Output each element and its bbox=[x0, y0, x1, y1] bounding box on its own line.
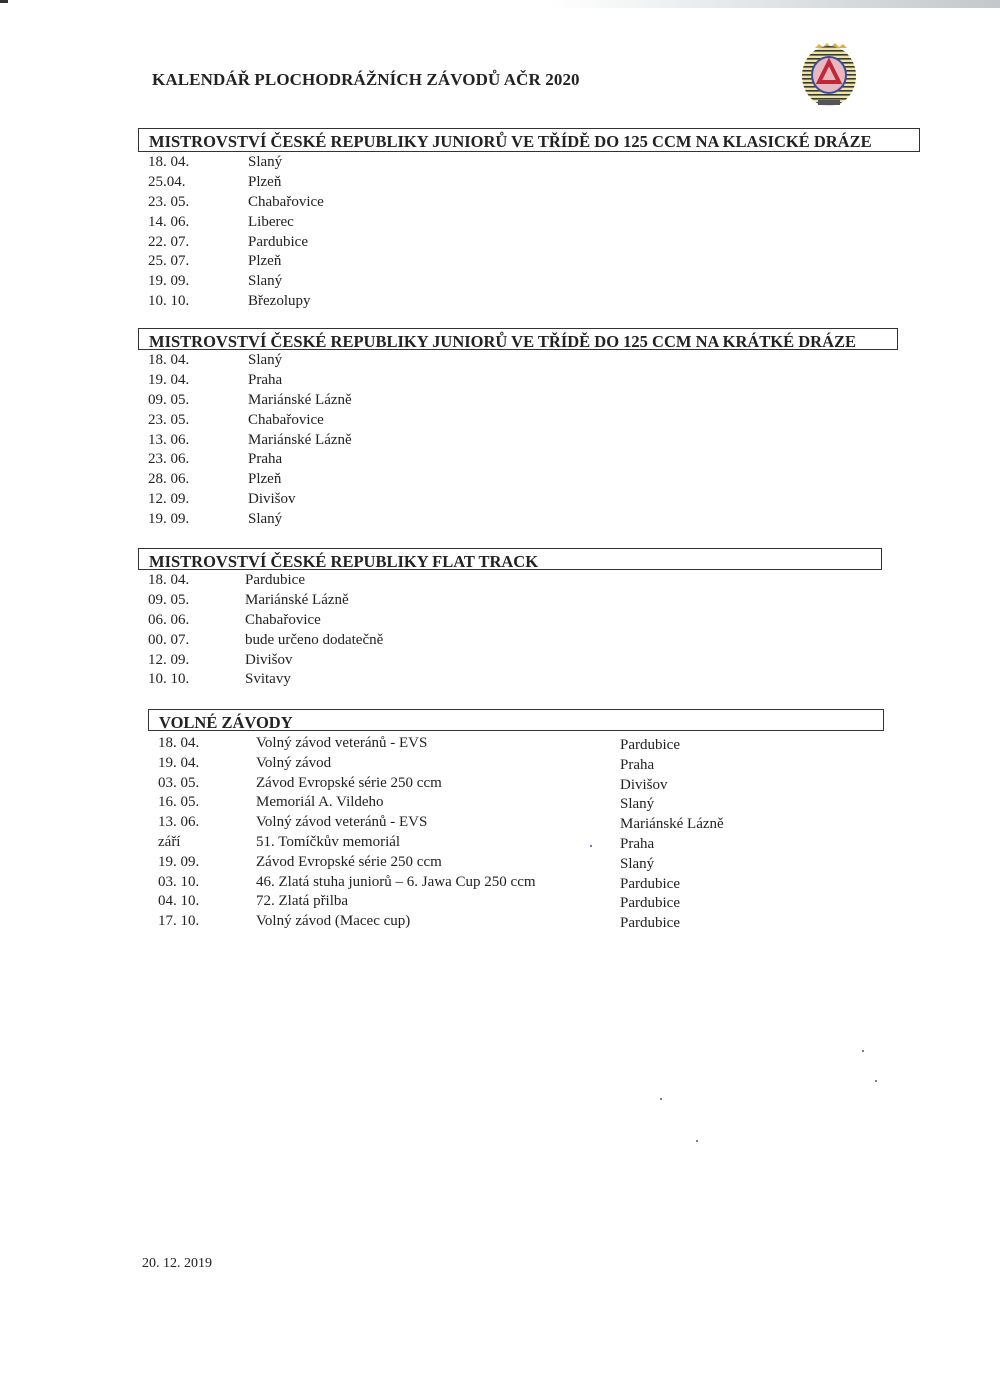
table-row bbox=[148, 891, 884, 911]
row-date: 16. 05. bbox=[158, 794, 200, 811]
row-date: 10. 10. bbox=[148, 671, 190, 688]
row-place: Slaný bbox=[620, 855, 655, 872]
row-date: 03. 05. bbox=[158, 774, 200, 791]
table-row bbox=[148, 733, 884, 753]
row-date: 09. 05. bbox=[148, 391, 190, 408]
table-row bbox=[148, 832, 884, 852]
section-heading: MISTROVSTVÍ ČESKÉ REPUBLIKY JUNIORŮ VE TŘÍDĚ DO 125 CCM NA KRÁTKÉ DRÁZE bbox=[138, 328, 898, 350]
table-row bbox=[138, 390, 898, 410]
row-date: 19. 04. bbox=[158, 754, 200, 771]
table-row bbox=[138, 192, 920, 212]
row-date: 23. 05. bbox=[148, 193, 190, 210]
table-row bbox=[148, 852, 884, 872]
scan-speck bbox=[875, 1080, 877, 1082]
row-event: 51. Tomíčkův memoriál bbox=[256, 833, 401, 850]
scan-mark bbox=[0, 0, 8, 3]
row-date: 09. 05. bbox=[148, 591, 190, 608]
row-place: Praha bbox=[620, 835, 655, 852]
row-place: Slaný bbox=[248, 511, 283, 528]
section-heading: VOLNÉ ZÁVODY bbox=[148, 709, 884, 731]
row-date: 19. 09. bbox=[158, 853, 200, 870]
row-date: 00. 07. bbox=[148, 631, 190, 648]
table-row bbox=[148, 812, 884, 832]
table-row bbox=[138, 271, 920, 291]
row-date: 19. 04. bbox=[148, 371, 190, 388]
row-place: Plzeň bbox=[248, 471, 282, 488]
table-row bbox=[148, 872, 884, 892]
row-date: 17. 10. bbox=[158, 913, 200, 930]
document-title: KALENDÁŘ PLOCHODRÁŽNÍCH ZÁVODŮ AČR 2020 bbox=[152, 70, 580, 89]
acr-emblem-icon bbox=[790, 38, 868, 110]
row-place: Pardubice bbox=[620, 737, 680, 753]
row-place: Chabařovice bbox=[245, 611, 321, 628]
row-date: 14. 06. bbox=[148, 213, 190, 230]
row-date: 28. 06. bbox=[148, 471, 190, 488]
row-place: Mariánské Lázně bbox=[620, 816, 724, 833]
row-place: Slaný bbox=[620, 796, 655, 813]
row-date: 25.04. bbox=[148, 173, 186, 190]
table-row bbox=[138, 232, 920, 252]
row-place: Divišov bbox=[245, 651, 293, 668]
table-row bbox=[138, 509, 898, 529]
scan-speck bbox=[696, 1140, 698, 1142]
row-event: 72. Zlatá přilba bbox=[256, 893, 349, 910]
row-place: Pardubice bbox=[620, 875, 680, 892]
table-row bbox=[148, 753, 884, 773]
row-place: Březolupy bbox=[248, 293, 311, 310]
table-row bbox=[138, 370, 898, 390]
row-event: Volný závod veteránů - EVS bbox=[256, 814, 428, 831]
row-place: Plzeň bbox=[248, 173, 282, 190]
row-date: 25. 07. bbox=[148, 253, 190, 270]
row-date: 23. 05. bbox=[148, 411, 190, 428]
row-event: Volný závod veteránů - EVS bbox=[256, 735, 428, 751]
row-place: Divišov bbox=[620, 776, 668, 793]
table-row bbox=[138, 212, 920, 232]
table-row bbox=[138, 449, 898, 469]
table-row bbox=[138, 410, 898, 430]
row-date: 19. 09. bbox=[148, 511, 190, 528]
row-place: Svitavy bbox=[245, 671, 291, 688]
row-place: Pardubice bbox=[245, 572, 305, 588]
table-row bbox=[138, 172, 920, 192]
table-row bbox=[138, 630, 882, 650]
table-row bbox=[138, 251, 920, 271]
row-event: Závod Evropské série 250 ccm bbox=[256, 774, 442, 791]
section-flat-track bbox=[138, 548, 882, 689]
row-date: 19. 09. bbox=[148, 273, 190, 290]
row-date: 13. 06. bbox=[158, 814, 200, 831]
row-place: Mariánské Lázně bbox=[248, 431, 352, 448]
row-date: 10. 10. bbox=[148, 293, 190, 310]
row-place: Slaný bbox=[248, 352, 283, 368]
row-place: Chabařovice bbox=[248, 193, 324, 210]
row-place: Pardubice bbox=[248, 233, 308, 250]
row-place: Praha bbox=[620, 756, 655, 773]
row-date: 12. 09. bbox=[148, 491, 190, 508]
row-date: 22. 07. bbox=[148, 233, 190, 250]
scan-speck bbox=[660, 1098, 662, 1100]
table-row bbox=[138, 152, 920, 172]
section-junior-classic-track bbox=[138, 128, 920, 311]
table-row bbox=[138, 430, 898, 450]
row-event: Závod Evropské série 250 ccm bbox=[256, 853, 442, 870]
scan-speck bbox=[862, 1050, 864, 1052]
section-heading: MISTROVSTVÍ ČESKÉ REPUBLIKY JUNIORŮ VE TŘÍDĚ DO 125 CCM NA KLASICKÉ DRÁZE bbox=[138, 128, 920, 152]
row-date: 03. 10. bbox=[158, 873, 200, 890]
table-row bbox=[138, 291, 920, 311]
table-row bbox=[138, 350, 898, 370]
section-junior-short-track bbox=[138, 328, 898, 529]
row-place: Plzeň bbox=[248, 253, 282, 270]
table-row bbox=[148, 773, 884, 793]
table-row bbox=[138, 669, 882, 689]
row-date: 12. 09. bbox=[148, 651, 190, 668]
row-event: Volný závod bbox=[256, 754, 332, 771]
row-date: 04. 10. bbox=[158, 893, 200, 910]
row-place: Praha bbox=[248, 371, 283, 388]
row-date: 18. 04. bbox=[148, 572, 190, 588]
table-row bbox=[148, 792, 884, 812]
row-date: 18. 04. bbox=[148, 154, 190, 170]
row-place: Slaný bbox=[248, 154, 283, 170]
row-date: 23. 06. bbox=[148, 451, 190, 468]
table-row bbox=[138, 469, 898, 489]
footer-date: 20. 12. 2019 bbox=[142, 1256, 212, 1271]
row-place: Divišov bbox=[248, 491, 296, 508]
row-date: 18. 04. bbox=[148, 352, 190, 368]
row-event: Memoriál A. Vildeho bbox=[256, 794, 384, 811]
table-row bbox=[138, 650, 882, 670]
row-event: Volný závod (Macec cup) bbox=[256, 913, 411, 930]
section-open-races bbox=[148, 709, 884, 931]
row-place: Slaný bbox=[248, 273, 283, 290]
table-row bbox=[138, 570, 882, 590]
table-row bbox=[138, 610, 882, 630]
row-date: 06. 06. bbox=[148, 611, 190, 628]
row-place: Praha bbox=[248, 451, 283, 468]
scan-speck bbox=[590, 845, 592, 847]
scan-edge bbox=[0, 0, 1000, 8]
table-row bbox=[138, 590, 882, 610]
row-place: Mariánské Lázně bbox=[245, 591, 349, 608]
table-row bbox=[138, 489, 898, 509]
row-event: 46. Zlatá stuha juniorů – 6. Jawa Cup 250 ccm bbox=[256, 873, 536, 890]
row-place: Mariánské Lázně bbox=[248, 391, 352, 408]
row-date: září bbox=[158, 833, 181, 850]
row-place: bude určeno dodatečně bbox=[245, 631, 384, 648]
row-place: Liberec bbox=[248, 213, 294, 230]
section-heading: MISTROVSTVÍ ČESKÉ REPUBLIKY FLAT TRACK bbox=[138, 548, 882, 570]
row-date: 13. 06. bbox=[148, 431, 190, 448]
row-date: 18. 04. bbox=[158, 735, 200, 751]
row-place: Pardubice bbox=[620, 915, 680, 932]
row-place: Chabařovice bbox=[248, 411, 324, 428]
table-row bbox=[148, 911, 884, 931]
row-place: Pardubice bbox=[620, 895, 680, 912]
